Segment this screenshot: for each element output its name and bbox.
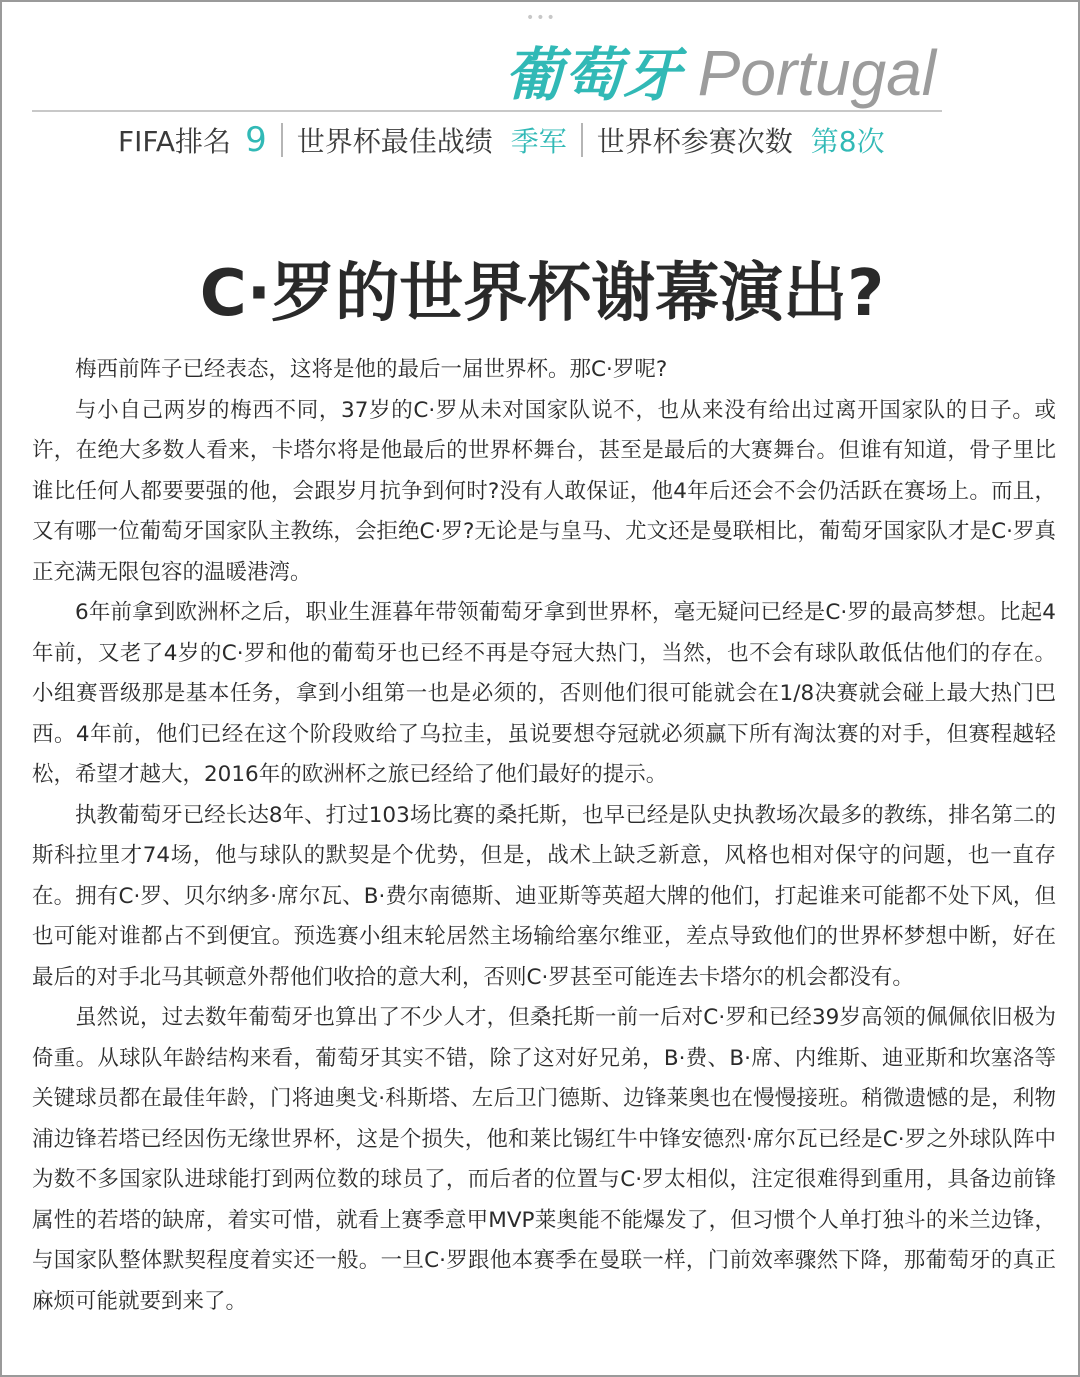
article-paragraph: 梅西前阵子已经表态，这将是他的最后一届世界杯。那C·罗呢?: [75, 357, 668, 382]
best-result-value: 季军: [510, 125, 567, 158]
best-result-label: 世界杯最佳战绩: [296, 125, 493, 158]
team-header: [505, 28, 936, 112]
article-paragraph: 执教葡萄牙已经长达8年、打过103场比赛的桑托斯，也早已经是队史执教场次最多的教练，排名第二的斯科拉里才74场，他与球队的默契是个优势，但是，战术上缺乏新意，风格也相对保守的问题，也一直存在。拥有C·罗、贝尔纳多·席尔瓦、B·费尔南德斯、迪亚斯等英超大牌的他们，打起谁来可能都不处下风，但也可能对谁都占不到便宜。预选赛小组末轮居然主场输给塞尔维亚，差点导致他们的世界杯梦想中断，好在最后的对手北马其顿意外帮他们收拾的意大利，否则C·罗甚至可能连去卡塔尔的机会都没有。: [32, 802, 1056, 990]
header-divider: [32, 110, 942, 112]
team-name-cn: 葡萄牙: [504, 41, 682, 109]
article-headline: C·罗的世界杯谢幕演出?: [199, 257, 885, 331]
article-body: [32, 350, 1056, 1322]
fifa-rank-label: FIFA排名: [118, 125, 232, 158]
article-paragraph: 与小自己两岁的梅西不同，37岁的C·罗从未对国家队说不，也从来没有给出过离开国家队的日子。或许，在绝大多数人看来，卡塔尔将是他最后的世界杯舞台，甚至是最后的大赛舞台。但谁有知道，骨子里比谁比任何人都要要强的他，会跟岁月抗争到何时?没有人敢保证，他4年后还会不会仍活跃在赛场上。而且，又有哪一位葡萄牙国家队主教练，会拒绝C·罗?无论是与皇马、尤文还是曼联相比，葡萄牙国家队才是C·罗真正充满无限包容的温暖港湾。: [32, 397, 1056, 585]
appearances-value: 第8次: [810, 125, 885, 158]
drag-handle-icon: •••: [526, 10, 557, 26]
fifa-rank-value: 9: [245, 120, 267, 160]
article-paragraph: 6年前拿到欧洲杯之后，职业生涯暮年带领葡萄牙拿到世界杯，毫无疑问已经是C·罗的最高梦想。比起4年前，又老了4岁的C·罗和他的葡萄牙也已经不再是夺冠大热门，当然，也不会有球队敢低估他们的存在。小组赛晋级那是基本任务，拿到小组第一也是必须的，否则他们很可能就会在1/8决赛就会碰上最大热门巴西。4年前，他们已经在这个阶段败给了乌拉圭，虽说要想夺冠就必须赢下所有淘汰赛的对手，但赛程越轻松，希望才越大，2016年的欧洲杯之旅已经给了他们最好的提示。: [32, 600, 1056, 787]
stats-divider: [581, 123, 583, 157]
stats-divider: [281, 123, 283, 157]
article-paragraph: 虽然说，过去数年葡萄牙也算出了不少人才，但桑托斯一前一后对C·罗和已经39岁高领的佩佩依旧极为倚重。从球队年龄结构来看，葡萄牙其实不错，除了这对好兄弟，B·费、B·席、内维斯、迪亚斯和坎塞洛等关键球员都在最佳年龄，门将迪奥戈·科斯塔、左后卫门德斯、边锋莱奥也在慢慢接班。稍微遗憾的是，利物浦边锋若塔已经因伤无缘世界杯，这是个损失，他和莱比锡红牛中锋安德烈·席尔瓦已经是C·罗之外球队阵中为数不多国家队进球能打到两位数的球员了，而后者的位置与C·罗太相似，注定很难得到重用，具备边前锋属性的若塔的缺席，着实可惜，就看上赛季意甲MVP莱奥能不能爆发了，但习惯个人单打独斗的米兰边锋，与国家队整体默契程度着实还一般。一旦C·罗跟他本赛季在曼联一样，门前效率骤然下降，那葡萄牙的真正麻烦可能就要到来了。: [32, 1005, 1056, 1314]
appearances-label: 世界杯参赛次数: [596, 125, 793, 158]
team-stats-bar: [118, 120, 885, 160]
team-name-en: Portugal: [697, 37, 936, 109]
